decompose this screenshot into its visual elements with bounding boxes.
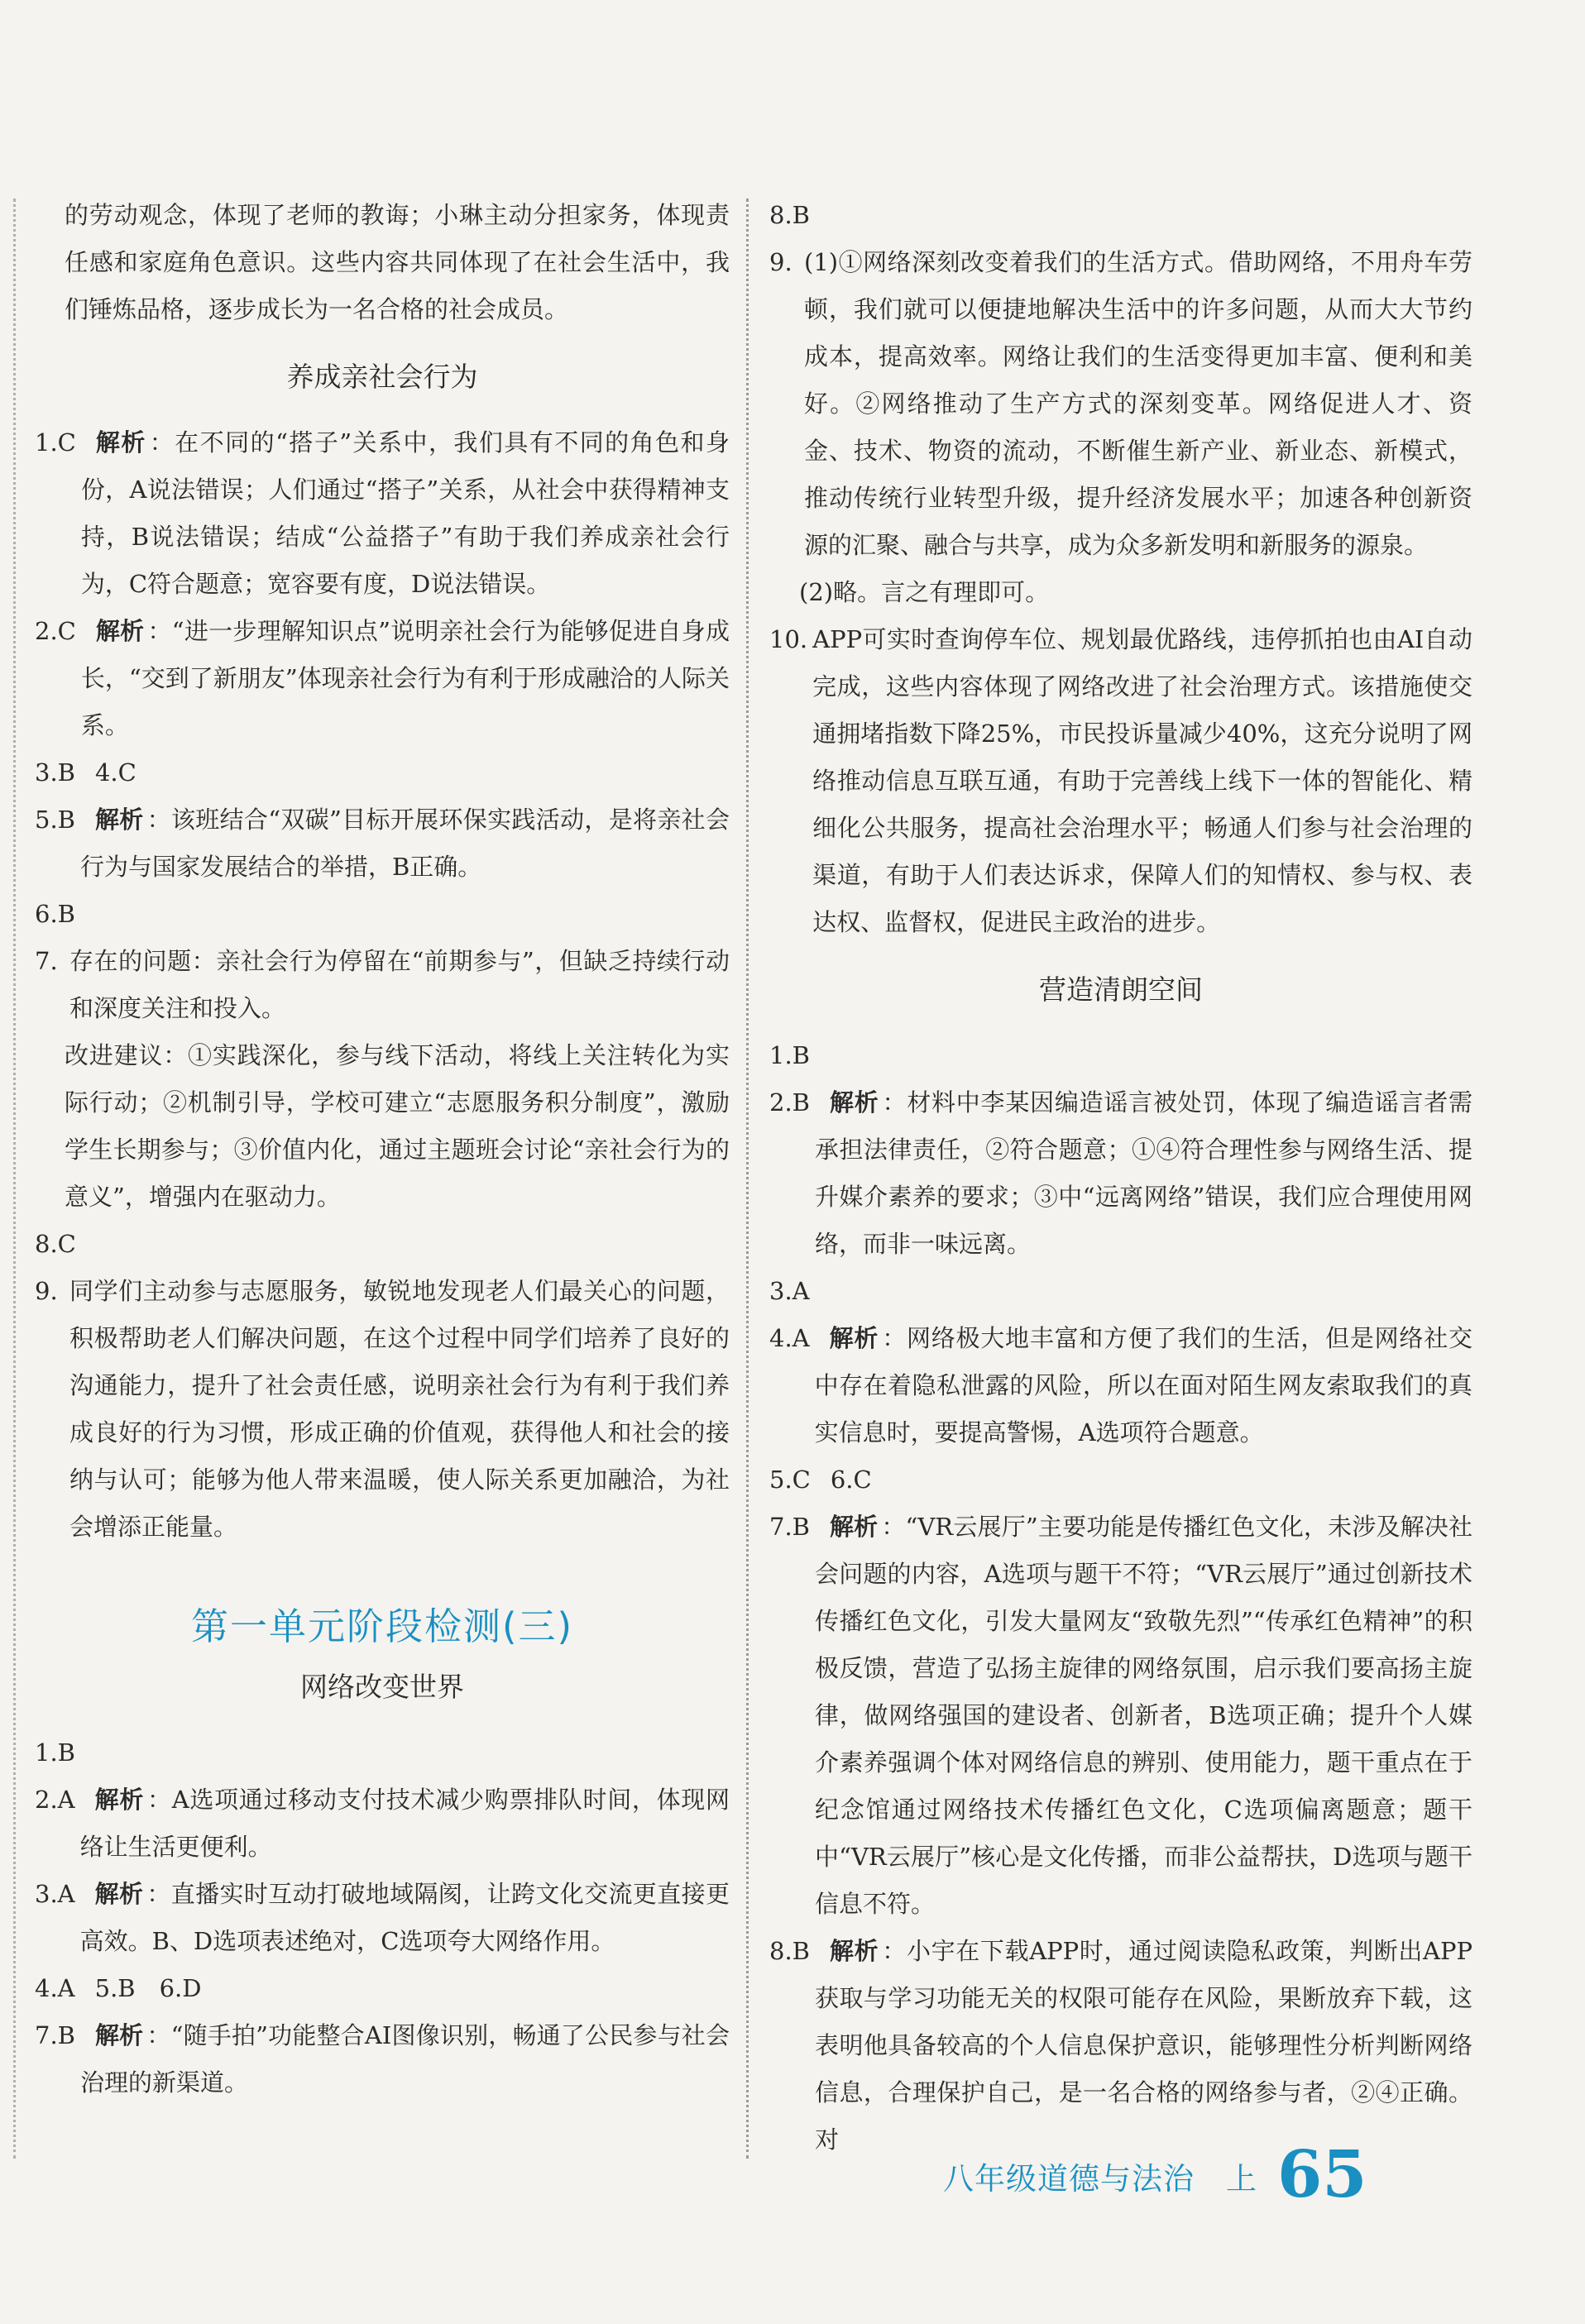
answer-text: ：网络极大地丰富和方便了我们的生活，但是网络社交中存在着隐私泄露的风险，所以在面对陌生网友索取我们的真实信息时，要提高警惕，A选项符合题意。 [814, 1324, 1472, 1447]
answer-text: 4.C [94, 758, 136, 787]
question-number: 8.B [769, 201, 810, 229]
answer-continuation: (2)略。言之有理即可。 [799, 578, 1050, 606]
answer-text: ：“进一步理解知识点”说明亲社会行为能够促进自身成长，“交到了新朋友”体现亲社会行为有利于形成融洽的人际关系。 [80, 617, 730, 739]
answer-text: 同学们主动参与志愿服务，敏锐地发现老人们最关心的问题，积极帮助老人们解决问题，在这个过程中同学们培养了良好的沟通能力，提升了社会责任感，说明亲社会行为有利于我们养成良好的行为习惯，形成正确的价值观，获得他人和社会的接纳与认可；能够为他人带来温暖，使人际关系更加融洽，为社会增添正能量。 [69, 1277, 730, 1541]
answer-item [769, 192, 1472, 239]
answer-text: 存在的问题：亲社会行为停留在“前期参与”，但缺乏持续行动和深度关注和投入。 [69, 947, 730, 1022]
question-number: 3.B [35, 758, 75, 787]
analysis-label: 解析 [829, 1513, 879, 1541]
answer-text: ：该班结合“双碳”目标开展环保实践活动，是将亲社会行为与国家发展结合的举措，B正确。 [79, 806, 730, 881]
answer-item [35, 2012, 730, 2106]
question-number: 2.A [35, 1786, 75, 1814]
answer-text: ：A选项通过移动支付技术减少购票排队时间，体现网络让生活更便利。 [79, 1786, 730, 1861]
answer-item [35, 1965, 730, 2012]
intro-line: 感和家庭角色意识。这些内容共同体现了在社会生活中，我们 [65, 248, 730, 323]
question-number: 1.B [35, 1738, 75, 1767]
analysis-label: 解析 [94, 2021, 144, 2049]
page-number: 65 [1277, 2137, 1367, 2212]
section-title: 网络改变世界 [300, 1671, 464, 1703]
answer-item [35, 1221, 730, 1268]
analysis-label: 解析 [94, 806, 144, 834]
answer-item [769, 1315, 1472, 1456]
answer-item [769, 616, 1472, 946]
question-number: 4.A [769, 1324, 810, 1352]
left-column [35, 192, 730, 2106]
answer-continuation: 改进建议：①实践深化，参与线下活动，将线上关注转化为实际行动；②机制引导，学校可建立“志愿服务积分制度”，激励学生长期参与；③价值内化，通过主题班会讨论“亲社会行为的意义”，增强内在驱动力。 [65, 1041, 730, 1211]
answer-text: ：在不同的“搭子”关系中，我们具有不同的角色和身份，A说法错误；人们通过“搭子”关系，从社会中获得精神支持，B说法错误；结成“公益搭子”有助于我们养成亲社会行为，C符合题意；宽容要有度，D说法错误。 [80, 428, 730, 598]
answer-text: ：“随手拍”功能整合AI图像识别，畅通了公民参与社会治理的新渠道。 [79, 2021, 730, 2097]
analysis-label: 解析 [829, 1937, 879, 1965]
left-binding-edge [13, 198, 16, 2159]
answer-item [769, 1504, 1472, 1928]
answer-item [769, 1456, 1472, 1504]
answer-text: ：小宇在下载APP时，通过阅读隐私政策，判断出APP获取与学习功能无关的权限可能存在风险，果断放弃下载，这表明他具备较高的个人信息保护意识，能够理性分析判断网络信息，合理保护自己，是一名合格的网络参与者，②④正确。对 [814, 1937, 1472, 2154]
answer-item [35, 891, 730, 938]
answer-item [769, 239, 1472, 569]
answer-text: ：直播实时互动打破地域隔阂，让跨文化交流更直接更高效。B、D选项表述绝对，C选项夸大网络作用。 [79, 1880, 730, 1955]
answer-text: ：材料中李某因编造谣言被处罚，体现了编造谣言者需承担法律责任，②符合题意；①④符合理性参与网络生活、提升媒介素养的要求；③中“远离网络”错误，我们应合理使用网络，而非一味远离。 [814, 1088, 1472, 1258]
answer-text: ：“VR云展厅”主要功能是传播红色文化，未涉及解决社会问题的内容，A选项与题干不符；“VR云展厅”通过创新技术传播红色文化，引发大量网友“致敬先烈”“传承红色精神”的积极反馈，营造了弘扬主旋律的网络氛围，启示我们要高扬主旋律，做网络强国的建设者、创新者，B选项正确；提升个人媒介素养强调个体对网络信息的辨别、使用能力，题干重点在于纪念馆通过网络技术传播红色文化，C选项偏离题意；题干中“VR云展厅”核心是文化传播，而非公益帮扶，D选项与题干信息不符。 [814, 1513, 1472, 1918]
analysis-label: 解析 [829, 1088, 879, 1117]
question-number: 7.B [35, 2021, 75, 2049]
question-number: 9. [769, 248, 792, 276]
question-number: 8.B [769, 1937, 810, 1965]
question-number: 1.B [769, 1041, 810, 1069]
answer-item [35, 1776, 730, 1871]
column-divider [746, 198, 749, 2159]
answer-item [35, 938, 730, 1032]
intro-paragraph [65, 192, 730, 333]
question-number: 5.B [35, 806, 75, 834]
question-number: 3.A [769, 1277, 810, 1305]
section-title: 营造清朗空间 [1039, 973, 1203, 1006]
answer-item [769, 1268, 1472, 1315]
section-title: 养成亲社会行为 [286, 361, 478, 393]
subject-label: 八年级道德与法治 上 [943, 2161, 1257, 2197]
answer-text: (1)①网络深刻改变着我们的生活方式。借助网络，不用舟车劳顿，我们就可以便捷地解决生活中的许多问题，从而大大节约成本，提高效率。网络让我们的生活变得更加丰富、便利和美好。②网络推动了生产方式的深刻变革。网络促进人才、资金、技术、物资的流动，不断催生新产业、新业态、新模式，推动传统行业转型升级，提升经济发展水平；加速各种创新资源的汇聚、融合与共享，成为众多新发明和新服务的源泉。 [804, 248, 1472, 559]
unit-title: 第一单元阶段检测(三) [190, 1604, 574, 1648]
answer-item [769, 1032, 1472, 1079]
question-number: 6.B [35, 900, 75, 928]
right-column [769, 192, 1472, 2164]
answer-item [35, 749, 730, 796]
question-number: 9. [35, 1277, 58, 1305]
analysis-label: 解析 [94, 1880, 144, 1908]
question-number: 3.A [35, 1880, 75, 1908]
question-number: 8.C [35, 1230, 76, 1258]
question-number: 4.A [35, 1974, 75, 2002]
answer-text: APP可实时查询停车位、规划最优路线，违停抓拍也由AI自动完成，这些内容体现了网络改进了社会治理方式。该措施使交通拥堵指数下降25%，市民投诉量减少40%，这充分说明了网络推动信息互联互通，有助于完善线上线下一体的智能化、精细化公共服务，提高社会治理水平；畅通人们参与社会治理的渠道，有助于人们表达诉求，保障人们的知情权、参与权、表达权、监督权，促进民主政治的进步。 [812, 625, 1472, 936]
answer-item [35, 608, 730, 749]
answer-item [35, 796, 730, 891]
analysis-label: 解析 [829, 1324, 879, 1352]
question-number: 7.B [769, 1513, 810, 1541]
intro-line: 锤炼品格，逐步成长为一名合格的社会成员。 [89, 295, 569, 323]
answer-item [769, 1079, 1472, 1268]
answer-item [35, 1729, 730, 1776]
question-number: 5.C [769, 1466, 811, 1494]
answer-item [35, 419, 730, 608]
analysis-label: 解析 [95, 617, 145, 645]
page-footer [943, 2126, 1367, 2212]
analysis-label: 解析 [94, 1786, 145, 1814]
answer-item [35, 1268, 730, 1551]
question-number: 7. [35, 947, 58, 975]
question-number: 2.C [35, 617, 76, 645]
answer-text: 5.B 6.D [94, 1974, 202, 2002]
analysis-label: 解析 [95, 428, 146, 457]
question-number: 2.B [769, 1088, 810, 1117]
intro-line: 的劳动观念，体现了老师的教诲；小琳主动分担家务，体现责任 [65, 201, 730, 276]
answer-item [35, 1871, 730, 1965]
question-number: 1.C [35, 428, 76, 457]
answer-text: 6.C [830, 1466, 872, 1494]
question-number: 10. [769, 625, 808, 653]
